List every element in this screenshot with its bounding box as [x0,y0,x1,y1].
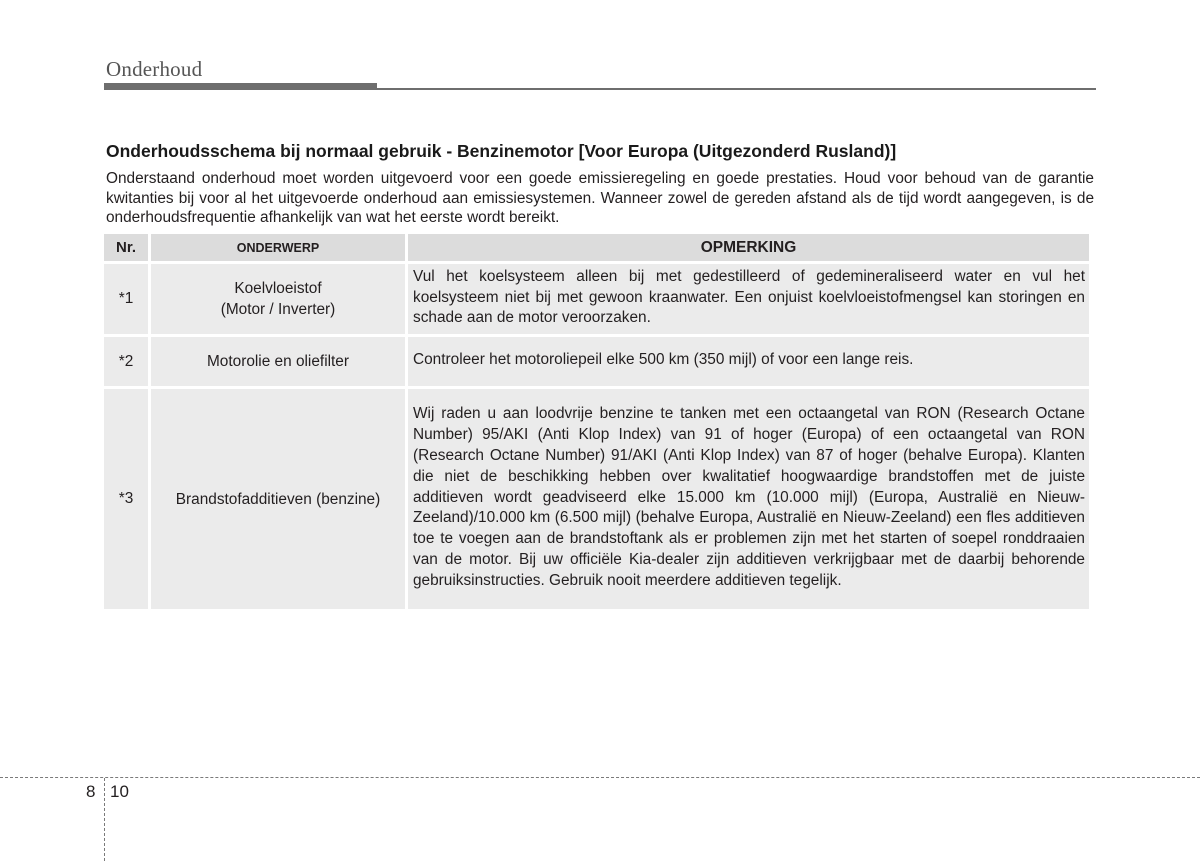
row-nr: *1 [104,264,148,334]
row-subject-line: Koelvloeistof [234,280,322,297]
footer-dashed-divider [104,778,105,861]
chapter-title: Onderhoud [106,57,203,81]
row-remark: Controleer het motoroliepeil elke 500 km (350 mijl) of voor een lange reis. [408,337,1089,386]
row-subject: Motorolie en oliefilter [151,337,405,386]
maintenance-table [101,231,1092,612]
row-remark: Vul het koelsysteem alleen bij met gedestilleerd of gedemineraliseerd water en vul het koelsysteem niet bij met gewoon kraanwater. Een onjuist koelvloeistofmengsel kan storingen en schade aan de motor veroorzaken. [408,264,1089,334]
footer-dashed-rule [0,777,1200,778]
row-subject-line: (Motor / Inverter) [220,301,336,318]
header-remark: OPMERKING [408,234,1089,261]
table-row [104,337,1089,386]
table-row [104,389,1089,609]
chapter-number: 8 [86,782,96,801]
page-number: 10 [110,782,129,801]
row-subject [151,264,405,334]
table-header-row [104,234,1089,261]
row-subject: Brandstofadditieven (benzine) [151,389,405,609]
row-nr: *3 [104,389,148,609]
header-rule-thick [104,83,377,90]
row-remark: Wij raden u aan loodvrije benzine te tanken met een octaangetal van RON (Research Octane Number) 95/AKI (Anti Klop Index) van 91 of hoger (Europa) of een octaangetal van RON (Research Octane Number) 91/AKI (Anti Klop Index) van 87 of hoger (behalve Europa). Klanten die niet de beschikking hebben over kwalitatief hoogwaardige brandstoffen met de juiste additieven wordt geadviseerd elke 15.000 km (10.000 mijl) (Europa, Australië en Nieuw-Zeeland)/10.000 km (6.500 mijl) (behalve Europa, Australië en Nieuw-Zeeland) een fles additieven toe te voegen aan de brandstoftank als er problemen zijn met het starten of soepel ronddraaien van de motor. Bij uw officiële Kia-dealer zijn additieven verkrijgbaar met de daarbij behorende gebruiksinstructies. Gebruik nooit meerdere additieven tegelijk. [408,389,1089,609]
section-heading: Onderhoudsschema bij normaal gebruik - Benzinemotor [Voor Europa (Uitgezonderd Rusland)] [106,141,897,161]
header-rule-thin [377,88,1096,90]
header-subject: ONDERWERP [151,234,405,261]
table-row [104,264,1089,334]
intro-paragraph: Onderstaand onderhoud moet worden uitgevoerd voor een goede emissieregeling en goede prestaties. Houd voor behoud van de garantie kwitanties bij voor al het uitgevoerde onderhoud aan emissiesystemen. Wanneer zowel de gereden afstand als de tijd wordt aangegeven, is de onderhoudsfrequentie afhankelijk van wat het eerste wordt bereikt. [106,170,1094,226]
row-nr: *2 [104,337,148,386]
header-nr: Nr. [104,234,148,261]
